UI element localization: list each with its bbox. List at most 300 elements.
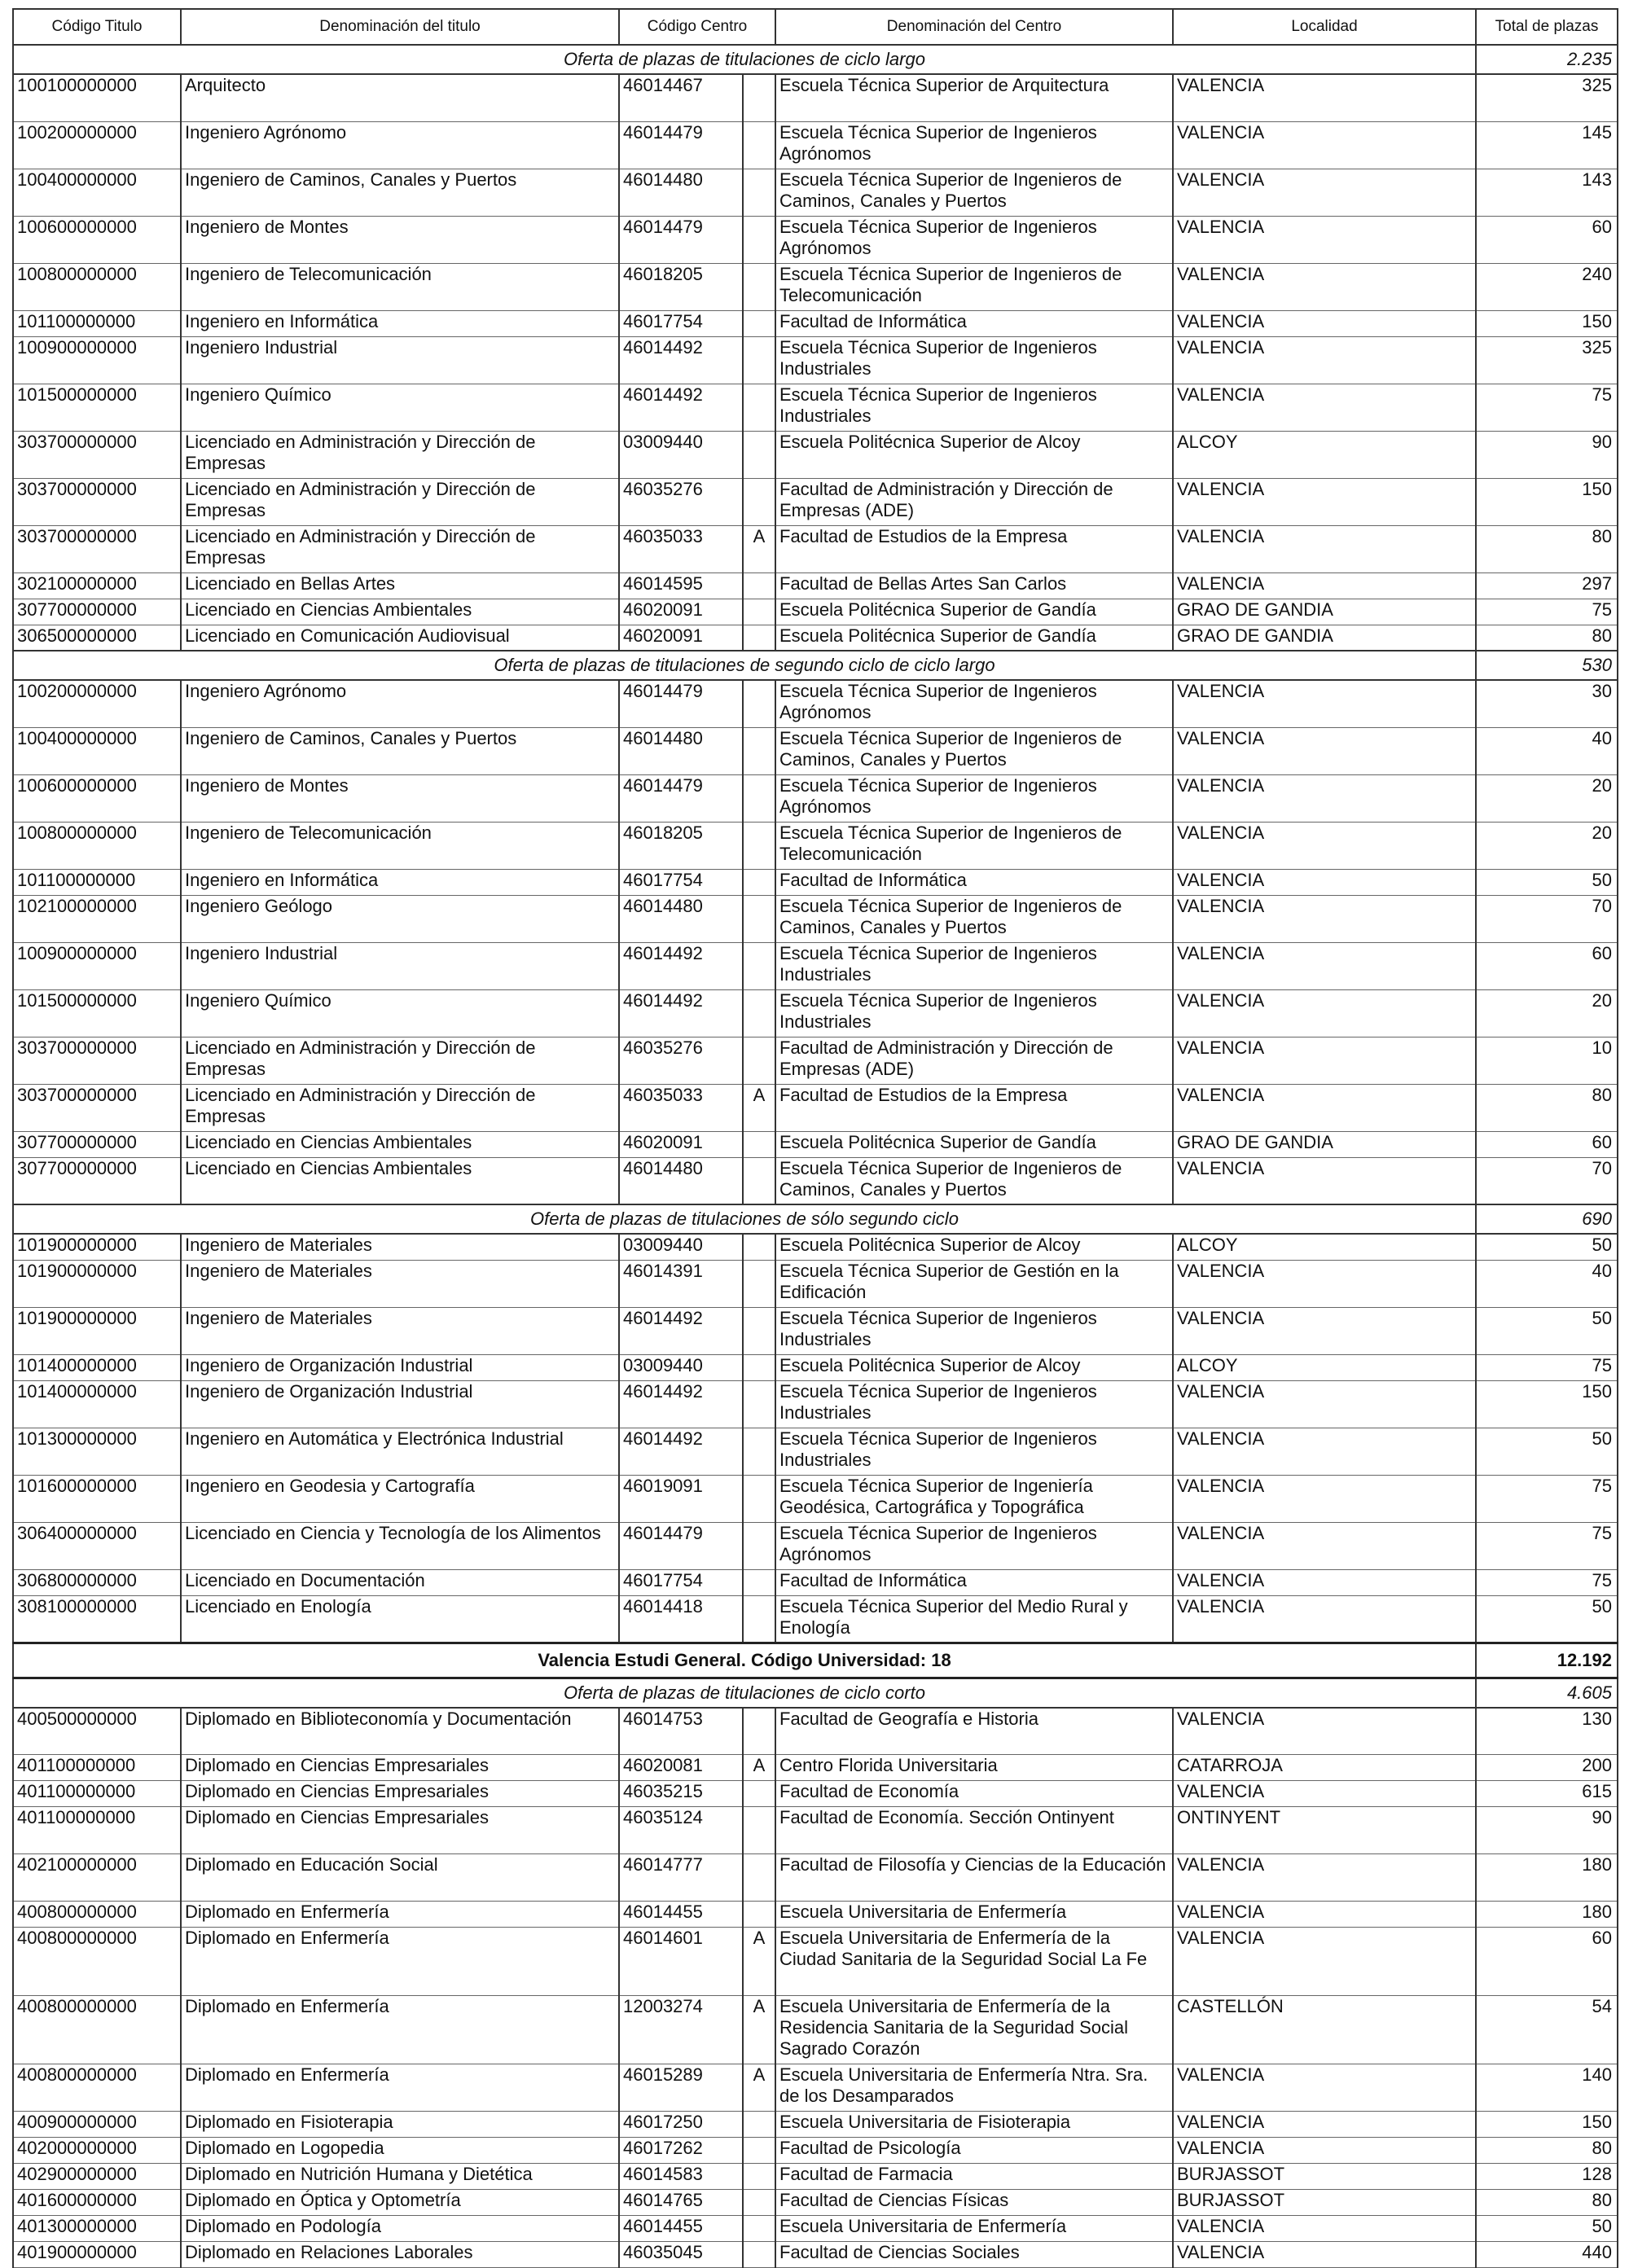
cell-total: 40 xyxy=(1476,1260,1618,1307)
table-row xyxy=(13,1755,1618,1781)
cell-locality: ONTINYENT xyxy=(1173,1807,1476,1854)
cell-code-title: 101300000000 xyxy=(13,1428,181,1475)
cell-locality: VALENCIA xyxy=(1173,942,1476,989)
cell-locality: VALENCIA xyxy=(1173,2112,1476,2138)
cell-center-name: Facultad de Informática xyxy=(775,1569,1173,1595)
cell-total: 150 xyxy=(1476,2112,1618,2138)
cell-title-name: Diplomado en Fisioterapia xyxy=(181,2112,619,2138)
cell-total: 75 xyxy=(1476,1522,1618,1569)
cell-center-name: Escuela Técnica Superior de Ingenieros Agrónomos xyxy=(775,1522,1173,1569)
cell-title-name: Diplomado en Enfermería xyxy=(181,1928,619,1996)
cell-center-code: 12003274 xyxy=(619,1996,743,2064)
cell-flag xyxy=(743,336,775,384)
cell-center-code: 46018205 xyxy=(619,263,743,310)
cell-total: 50 xyxy=(1476,1307,1618,1354)
cell-flag xyxy=(743,384,775,431)
cell-center-name: Facultad de Filosofía y Ciencias de la Educación xyxy=(775,1854,1173,1902)
cell-flag xyxy=(743,989,775,1037)
cell-title-name: Ingeniero Agrónomo xyxy=(181,121,619,169)
table-row xyxy=(13,1354,1618,1380)
cell-code-title: 100200000000 xyxy=(13,680,181,727)
cell-flag xyxy=(743,942,775,989)
cell-flag xyxy=(743,2112,775,2138)
cell-title-name: Diplomado en Enfermería xyxy=(181,2064,619,2112)
cell-flag xyxy=(743,869,775,895)
table-row xyxy=(13,1157,1618,1204)
cell-total: 40 xyxy=(1476,727,1618,774)
cell-center-code: 46014480 xyxy=(619,727,743,774)
cell-total: 75 xyxy=(1476,599,1618,625)
cell-title-name: Diplomado en Relaciones Laborales xyxy=(181,2242,619,2268)
cell-total: 70 xyxy=(1476,1157,1618,1204)
cell-locality: CATARROJA xyxy=(1173,1755,1476,1781)
cell-center-name: Facultad de Estudios de la Empresa xyxy=(775,525,1173,572)
cell-code-title: 101500000000 xyxy=(13,384,181,431)
cell-locality: VALENCIA xyxy=(1173,774,1476,822)
cell-total: 325 xyxy=(1476,336,1618,384)
table-row xyxy=(13,727,1618,774)
table-row xyxy=(13,2190,1618,2216)
cell-locality: VALENCIA xyxy=(1173,1854,1476,1902)
table-row xyxy=(13,1428,1618,1475)
cell-center-code: 46014480 xyxy=(619,169,743,216)
cell-code-title: 302100000000 xyxy=(13,572,181,599)
cell-locality: GRAO DE GANDIA xyxy=(1173,625,1476,651)
cell-total: 240 xyxy=(1476,263,1618,310)
cell-center-name: Escuela Técnica Superior de Ingenieros Industriales xyxy=(775,942,1173,989)
cell-flag xyxy=(743,169,775,216)
cell-center-code: 46035124 xyxy=(619,1807,743,1854)
table-row xyxy=(13,1380,1618,1428)
cell-code-title: 303700000000 xyxy=(13,1037,181,1084)
cell-center-code: 46014418 xyxy=(619,1595,743,1643)
cell-title-name: Diplomado en Podología xyxy=(181,2216,619,2242)
cell-title-name: Diplomado en Biblioteconomía y Documentación xyxy=(181,1708,619,1755)
table-row xyxy=(13,169,1618,216)
table-row xyxy=(13,572,1618,599)
cell-code-title: 303700000000 xyxy=(13,478,181,525)
cell-center-code: 03009440 xyxy=(619,1354,743,1380)
cell-locality: VALENCIA xyxy=(1173,1569,1476,1595)
table-row xyxy=(13,336,1618,384)
table-row xyxy=(13,431,1618,478)
cell-locality: VALENCIA xyxy=(1173,121,1476,169)
cell-flag xyxy=(743,216,775,263)
cell-flag xyxy=(743,2138,775,2164)
cell-locality: VALENCIA xyxy=(1173,310,1476,336)
cell-center-name: Escuela Politécnica Superior de Alcoy xyxy=(775,1234,1173,1260)
cell-title-name: Ingeniero en Geodesia y Cartografía xyxy=(181,1475,619,1522)
cell-locality: VALENCIA xyxy=(1173,1595,1476,1643)
cell-flag xyxy=(743,1807,775,1854)
cell-total: 60 xyxy=(1476,1928,1618,1996)
table-row xyxy=(13,599,1618,625)
cell-title-name: Diplomado en Logopedia xyxy=(181,2138,619,2164)
table-row xyxy=(13,1996,1618,2064)
cell-code-title: 100400000000 xyxy=(13,727,181,774)
cell-total: 50 xyxy=(1476,1595,1618,1643)
cell-total: 297 xyxy=(1476,572,1618,599)
cell-code-title: 100400000000 xyxy=(13,169,181,216)
cell-center-name: Escuela Universitaria de Enfermería de la Ciudad Sanitaria de la Seguridad Social La Fe xyxy=(775,1928,1173,1996)
cell-title-name: Ingeniero de Montes xyxy=(181,216,619,263)
cell-total: 80 xyxy=(1476,625,1618,651)
cell-center-code: 46014479 xyxy=(619,121,743,169)
cell-flag xyxy=(743,625,775,651)
cell-locality: VALENCIA xyxy=(1173,169,1476,216)
cell-center-code: 03009440 xyxy=(619,431,743,478)
cell-title-name: Ingeniero de Telecomunicación xyxy=(181,263,619,310)
cell-total: 140 xyxy=(1476,2064,1618,2112)
cell-flag: A xyxy=(743,1928,775,1996)
cell-flag xyxy=(743,1260,775,1307)
section-row xyxy=(13,1678,1618,1708)
cell-total: 60 xyxy=(1476,216,1618,263)
cell-code-title: 100800000000 xyxy=(13,263,181,310)
section-label: Oferta de plazas de titulaciones de ciclo corto xyxy=(13,1678,1476,1708)
offer-table xyxy=(12,8,1618,2268)
cell-flag xyxy=(743,1131,775,1157)
cell-center-code: 46014601 xyxy=(619,1928,743,1996)
table-row xyxy=(13,1807,1618,1854)
cell-total: 80 xyxy=(1476,2138,1618,2164)
cell-total: 50 xyxy=(1476,1428,1618,1475)
section-label: Oferta de plazas de titulaciones de ciclo largo xyxy=(13,45,1476,74)
cell-locality: VALENCIA xyxy=(1173,216,1476,263)
cell-code-title: 401300000000 xyxy=(13,2216,181,2242)
cell-code-title: 402900000000 xyxy=(13,2164,181,2190)
table-row xyxy=(13,1781,1618,1807)
cell-locality: VALENCIA xyxy=(1173,1084,1476,1131)
cell-title-name: Licenciado en Administración y Dirección de Empresas xyxy=(181,1037,619,1084)
cell-title-name: Ingeniero de Montes xyxy=(181,774,619,822)
cell-title-name: Licenciado en Ciencia y Tecnología de los Alimentos xyxy=(181,1522,619,1569)
university-label: Valencia Estudi General. Código Universidad: 18 xyxy=(13,1643,1476,1678)
cell-center-name: Escuela Técnica Superior de Ingenieros Agrónomos xyxy=(775,216,1173,263)
university-total: 12.192 xyxy=(1476,1643,1618,1678)
cell-title-name: Licenciado en Documentación xyxy=(181,1569,619,1595)
cell-title-name: Ingeniero de Organización Industrial xyxy=(181,1380,619,1428)
cell-total: 10 xyxy=(1476,1037,1618,1084)
cell-code-title: 400800000000 xyxy=(13,1928,181,1996)
table-row xyxy=(13,1037,1618,1084)
cell-center-code: 46014753 xyxy=(619,1708,743,1755)
table-row xyxy=(13,822,1618,869)
cell-center-name: Facultad de Informática xyxy=(775,869,1173,895)
table-body xyxy=(13,45,1618,2268)
cell-center-code: 46014479 xyxy=(619,216,743,263)
cell-total: 75 xyxy=(1476,1569,1618,1595)
cell-center-name: Escuela Técnica Superior de Ingenieros de Caminos, Canales y Puertos xyxy=(775,1157,1173,1204)
cell-center-name: Facultad de Administración y Dirección de Empresas (ADE) xyxy=(775,478,1173,525)
cell-center-code: 46019091 xyxy=(619,1475,743,1522)
table-row xyxy=(13,1928,1618,1996)
cell-title-name: Ingeniero de Organización Industrial xyxy=(181,1354,619,1380)
cell-locality: VALENCIA xyxy=(1173,989,1476,1037)
cell-locality: VALENCIA xyxy=(1173,336,1476,384)
cell-center-name: Escuela Politécnica Superior de Alcoy xyxy=(775,1354,1173,1380)
cell-flag xyxy=(743,727,775,774)
cell-locality: VALENCIA xyxy=(1173,2242,1476,2268)
cell-center-code: 46035276 xyxy=(619,478,743,525)
table-row xyxy=(13,74,1618,121)
cell-center-name: Escuela Técnica Superior de Ingenieros de Caminos, Canales y Puertos xyxy=(775,895,1173,942)
cell-flag xyxy=(743,1428,775,1475)
table-row xyxy=(13,2112,1618,2138)
cell-center-name: Facultad de Geografía e Historia xyxy=(775,1708,1173,1755)
cell-center-code: 46035033 xyxy=(619,1084,743,1131)
cell-total: 75 xyxy=(1476,1475,1618,1522)
cell-code-title: 400500000000 xyxy=(13,1708,181,1755)
cell-center-code: 46014595 xyxy=(619,572,743,599)
cell-center-code: 46017754 xyxy=(619,310,743,336)
cell-center-name: Escuela Técnica Superior de Ingenieros Industriales xyxy=(775,1307,1173,1354)
cell-center-code: 46014492 xyxy=(619,1380,743,1428)
table-row xyxy=(13,1475,1618,1522)
cell-code-title: 401100000000 xyxy=(13,1755,181,1781)
cell-center-code: 46014480 xyxy=(619,1157,743,1204)
cell-code-title: 100800000000 xyxy=(13,822,181,869)
cell-locality: VALENCIA xyxy=(1173,1428,1476,1475)
cell-total: 440 xyxy=(1476,2242,1618,2268)
header-title-name: Denominación del titulo xyxy=(181,9,619,45)
cell-code-title: 101900000000 xyxy=(13,1260,181,1307)
cell-code-title: 402100000000 xyxy=(13,1854,181,1902)
cell-locality: VALENCIA xyxy=(1173,727,1476,774)
table-row xyxy=(13,121,1618,169)
cell-center-code: 46035215 xyxy=(619,1781,743,1807)
cell-center-name: Escuela Técnica Superior de Ingenieros de Caminos, Canales y Puertos xyxy=(775,727,1173,774)
cell-flag xyxy=(743,1854,775,1902)
cell-center-code: 46014492 xyxy=(619,384,743,431)
cell-title-name: Ingeniero Geólogo xyxy=(181,895,619,942)
cell-center-name: Escuela Técnica Superior de Ingenieros Agrónomos xyxy=(775,121,1173,169)
cell-locality: ALCOY xyxy=(1173,1234,1476,1260)
table-row xyxy=(13,989,1618,1037)
cell-flag xyxy=(743,2216,775,2242)
cell-title-name: Ingeniero de Materiales xyxy=(181,1234,619,1260)
cell-title-name: Licenciado en Enología xyxy=(181,1595,619,1643)
cell-center-code: 46017754 xyxy=(619,869,743,895)
cell-locality: VALENCIA xyxy=(1173,74,1476,121)
cell-code-title: 101100000000 xyxy=(13,869,181,895)
table-row xyxy=(13,1084,1618,1131)
cell-title-name: Licenciado en Administración y Dirección de Empresas xyxy=(181,431,619,478)
cell-center-code: 46014455 xyxy=(619,1902,743,1928)
cell-code-title: 101500000000 xyxy=(13,989,181,1037)
cell-title-name: Ingeniero Químico xyxy=(181,989,619,1037)
cell-locality: VALENCIA xyxy=(1173,1157,1476,1204)
cell-center-code: 46014455 xyxy=(619,2216,743,2242)
cell-flag xyxy=(743,1354,775,1380)
table-row xyxy=(13,1595,1618,1643)
header-locality: Localidad xyxy=(1173,9,1476,45)
cell-flag xyxy=(743,1475,775,1522)
cell-center-name: Escuela Técnica Superior del Medio Rural y Enología xyxy=(775,1595,1173,1643)
cell-code-title: 303700000000 xyxy=(13,1084,181,1131)
cell-total: 60 xyxy=(1476,1131,1618,1157)
cell-center-name: Facultad de Informática xyxy=(775,310,1173,336)
cell-center-code: 03009440 xyxy=(619,1234,743,1260)
cell-code-title: 101900000000 xyxy=(13,1234,181,1260)
cell-flag xyxy=(743,2190,775,2216)
cell-center-name: Escuela Técnica Superior de Ingeniería Geodésica, Cartográfica y Topográfica xyxy=(775,1475,1173,1522)
cell-flag xyxy=(743,1234,775,1260)
cell-center-name: Escuela Politécnica Superior de Gandía xyxy=(775,1131,1173,1157)
cell-total: 128 xyxy=(1476,2164,1618,2190)
cell-center-name: Facultad de Farmacia xyxy=(775,2164,1173,2190)
cell-center-name: Facultad de Administración y Dirección de Empresas (ADE) xyxy=(775,1037,1173,1084)
cell-code-title: 306500000000 xyxy=(13,625,181,651)
cell-center-name: Facultad de Economía xyxy=(775,1781,1173,1807)
cell-center-name: Escuela Técnica Superior de Ingenieros de Caminos, Canales y Puertos xyxy=(775,169,1173,216)
cell-code-title: 100600000000 xyxy=(13,774,181,822)
cell-flag xyxy=(743,1902,775,1928)
table-row xyxy=(13,384,1618,431)
cell-total: 200 xyxy=(1476,1755,1618,1781)
cell-title-name: Diplomado en Óptica y Optometría xyxy=(181,2190,619,2216)
cell-code-title: 401900000000 xyxy=(13,2242,181,2268)
cell-title-name: Ingeniero Industrial xyxy=(181,336,619,384)
cell-center-code: 46014479 xyxy=(619,774,743,822)
cell-title-name: Diplomado en Ciencias Empresariales xyxy=(181,1755,619,1781)
cell-locality: VALENCIA xyxy=(1173,1307,1476,1354)
cell-center-code: 46014479 xyxy=(619,680,743,727)
section-total: 2.235 xyxy=(1476,45,1618,74)
cell-total: 20 xyxy=(1476,822,1618,869)
cell-title-name: Diplomado en Enfermería xyxy=(181,1996,619,2064)
cell-flag xyxy=(743,2242,775,2268)
cell-total: 80 xyxy=(1476,1084,1618,1131)
cell-title-name: Ingeniero de Materiales xyxy=(181,1260,619,1307)
cell-locality: GRAO DE GANDIA xyxy=(1173,599,1476,625)
header-total: Total de plazas xyxy=(1476,9,1618,45)
cell-center-name: Facultad de Estudios de la Empresa xyxy=(775,1084,1173,1131)
cell-center-code: 46014777 xyxy=(619,1854,743,1902)
cell-center-code: 46014492 xyxy=(619,336,743,384)
table-row xyxy=(13,625,1618,651)
cell-center-code: 46035276 xyxy=(619,1037,743,1084)
cell-center-name: Escuela Politécnica Superior de Gandía xyxy=(775,625,1173,651)
header-row xyxy=(13,9,1618,45)
cell-title-name: Arquitecto xyxy=(181,74,619,121)
cell-locality: VALENCIA xyxy=(1173,1475,1476,1522)
cell-locality: VALENCIA xyxy=(1173,384,1476,431)
document-page xyxy=(12,8,1617,2268)
cell-flag: A xyxy=(743,1084,775,1131)
cell-code-title: 401100000000 xyxy=(13,1807,181,1854)
cell-locality: VALENCIA xyxy=(1173,525,1476,572)
cell-flag xyxy=(743,1037,775,1084)
cell-total: 54 xyxy=(1476,1996,1618,2064)
cell-center-name: Escuela Universitaria de Enfermería xyxy=(775,2216,1173,2242)
university-row xyxy=(13,1643,1618,1678)
cell-locality: VALENCIA xyxy=(1173,1928,1476,1996)
cell-flag: A xyxy=(743,1996,775,2064)
cell-center-code: 46018205 xyxy=(619,822,743,869)
cell-title-name: Licenciado en Ciencias Ambientales xyxy=(181,599,619,625)
cell-locality: VALENCIA xyxy=(1173,572,1476,599)
cell-code-title: 307700000000 xyxy=(13,1131,181,1157)
cell-center-name: Facultad de Ciencias Físicas xyxy=(775,2190,1173,2216)
cell-title-name: Ingeniero de Telecomunicación xyxy=(181,822,619,869)
cell-total: 130 xyxy=(1476,1708,1618,1755)
table-row xyxy=(13,2164,1618,2190)
section-total: 530 xyxy=(1476,651,1618,680)
cell-flag xyxy=(743,1708,775,1755)
cell-title-name: Ingeniero de Caminos, Canales y Puertos xyxy=(181,727,619,774)
cell-center-name: Facultad de Psicología xyxy=(775,2138,1173,2164)
cell-center-name: Escuela Técnica Superior de Ingenieros de Telecomunicación xyxy=(775,822,1173,869)
cell-code-title: 100100000000 xyxy=(13,74,181,121)
table-row xyxy=(13,478,1618,525)
cell-code-title: 401600000000 xyxy=(13,2190,181,2216)
section-total: 690 xyxy=(1476,1204,1618,1234)
cell-title-name: Ingeniero de Materiales xyxy=(181,1307,619,1354)
cell-locality: VALENCIA xyxy=(1173,2216,1476,2242)
cell-title-name: Ingeniero en Informática xyxy=(181,310,619,336)
cell-locality: VALENCIA xyxy=(1173,822,1476,869)
cell-total: 30 xyxy=(1476,680,1618,727)
cell-title-name: Diplomado en Ciencias Empresariales xyxy=(181,1807,619,1854)
cell-title-name: Licenciado en Administración y Dirección de Empresas xyxy=(181,478,619,525)
cell-center-code: 46014492 xyxy=(619,1307,743,1354)
cell-title-name: Licenciado en Ciencias Ambientales xyxy=(181,1157,619,1204)
cell-flag xyxy=(743,1595,775,1643)
cell-total: 70 xyxy=(1476,895,1618,942)
header-code-title: Código Titulo xyxy=(13,9,181,45)
table-row xyxy=(13,310,1618,336)
section-row xyxy=(13,651,1618,680)
cell-center-code: 46014492 xyxy=(619,942,743,989)
table-row xyxy=(13,895,1618,942)
cell-code-title: 307700000000 xyxy=(13,1157,181,1204)
cell-total: 325 xyxy=(1476,74,1618,121)
cell-locality: ALCOY xyxy=(1173,1354,1476,1380)
cell-locality: ALCOY xyxy=(1173,431,1476,478)
cell-center-name: Escuela Universitaria de Enfermería xyxy=(775,1902,1173,1928)
cell-center-name: Escuela Técnica Superior de Ingenieros Industriales xyxy=(775,384,1173,431)
cell-center-name: Escuela Politécnica Superior de Gandía xyxy=(775,599,1173,625)
cell-center-name: Escuela Técnica Superior de Ingenieros de Telecomunicación xyxy=(775,263,1173,310)
cell-title-name: Licenciado en Ciencias Ambientales xyxy=(181,1131,619,1157)
cell-center-code: 46014492 xyxy=(619,989,743,1037)
cell-total: 60 xyxy=(1476,942,1618,989)
cell-locality: VALENCIA xyxy=(1173,1781,1476,1807)
table-row xyxy=(13,1307,1618,1354)
table-row xyxy=(13,525,1618,572)
cell-flag xyxy=(743,599,775,625)
cell-flag xyxy=(743,895,775,942)
cell-code-title: 306400000000 xyxy=(13,1522,181,1569)
cell-total: 20 xyxy=(1476,774,1618,822)
section-label: Oferta de plazas de titulaciones de sólo segundo ciclo xyxy=(13,1204,1476,1234)
cell-flag xyxy=(743,74,775,121)
cell-code-title: 307700000000 xyxy=(13,599,181,625)
cell-center-name: Escuela Técnica Superior de Ingenieros Industriales xyxy=(775,1380,1173,1428)
cell-center-code: 46014391 xyxy=(619,1260,743,1307)
cell-code-title: 101400000000 xyxy=(13,1380,181,1428)
section-row xyxy=(13,1204,1618,1234)
cell-code-title: 101100000000 xyxy=(13,310,181,336)
cell-total: 145 xyxy=(1476,121,1618,169)
table-row xyxy=(13,2138,1618,2164)
cell-code-title: 402000000000 xyxy=(13,2138,181,2164)
table-row xyxy=(13,1708,1618,1755)
cell-center-code: 46014492 xyxy=(619,1428,743,1475)
cell-flag: A xyxy=(743,2064,775,2112)
cell-code-title: 101400000000 xyxy=(13,1354,181,1380)
